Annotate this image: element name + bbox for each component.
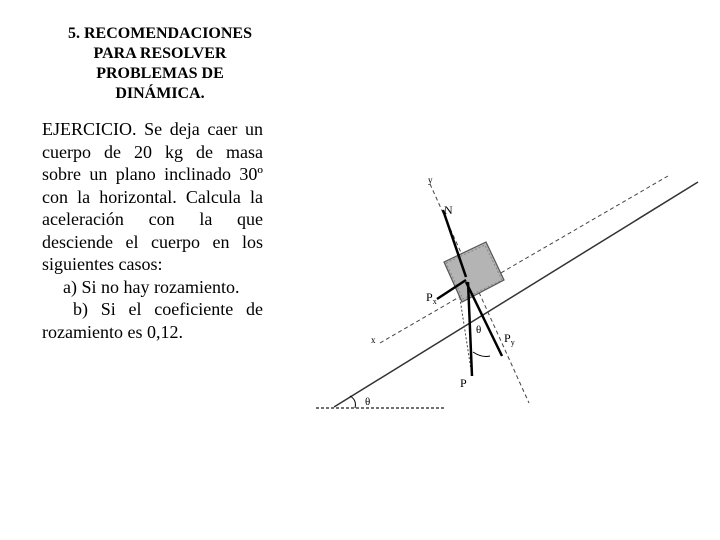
angle-arc-base — [350, 396, 355, 408]
px-label-main: P — [426, 290, 433, 304]
theta-base-label: θ — [365, 396, 371, 408]
normal-label: N — [444, 203, 453, 217]
theta-top-label: θ — [476, 324, 482, 336]
angle-arc-top — [473, 352, 490, 357]
title-line-1: 5. RECOMENDACIONES — [67, 25, 252, 42]
case-a: a) Si no hay rozamiento. — [63, 276, 240, 297]
weight-label: P — [460, 376, 467, 390]
title-line-2: PARA RESOLVER — [93, 45, 227, 62]
x-axis-line — [380, 176, 668, 343]
y-axis-label: y — [428, 175, 433, 185]
case-b: b) Si el coeficiente de rozamiento es 0,12. — [42, 299, 263, 342]
exercise-statement: Se deja caer un cuerpo de 20 kg de masa sobre un plano inclinado 30º con la horizontal. Calcula la aceleración con la que desciende el cuerpo en los siguientes casos: — [42, 119, 263, 274]
exercise-label: EJERCICIO. — [42, 119, 137, 139]
px-label-sub: x — [432, 297, 437, 306]
py-label-sub: y — [510, 338, 515, 347]
title-line-3: PROBLEMAS DE — [96, 65, 224, 82]
py-label — [504, 331, 515, 347]
title-line-4: DINÁMICA. — [115, 85, 205, 102]
incline-surface — [334, 182, 698, 407]
py-label-main: P — [504, 331, 511, 345]
px-label — [426, 290, 437, 306]
x-axis-label: x — [371, 335, 376, 345]
block — [444, 242, 504, 302]
